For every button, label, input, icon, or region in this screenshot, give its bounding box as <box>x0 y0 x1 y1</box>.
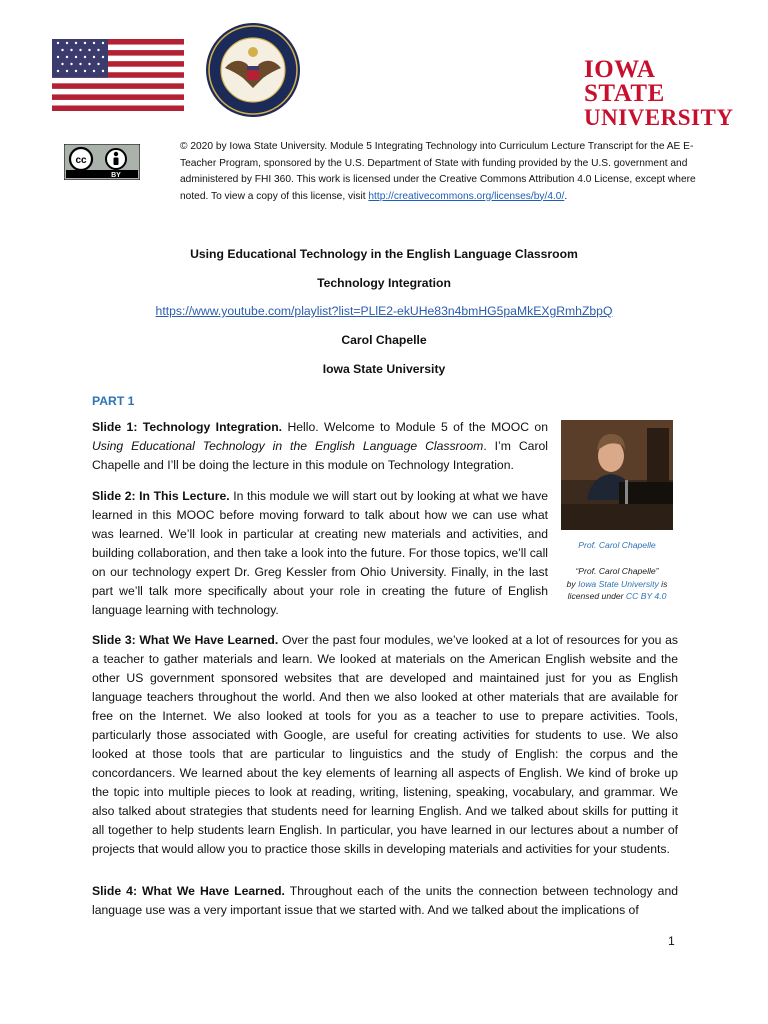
credit-license-link[interactable]: CC BY 4.0 <box>625 591 667 601</box>
cc-by-license-badge <box>64 144 140 180</box>
photo-caption: Prof. Carol Chapelle <box>578 540 656 550</box>
slide1-line1: Hello. Welcome to Module 5 of the MOOC on <box>282 420 548 434</box>
institution-name: Iowa State University <box>322 362 446 376</box>
slide2-text: In this module we will start out by looking at what we have learned in this MOOC before moving forward to talk about how we can use what was learned. We’ll look in particular at creating new materials and activities, and building collaboration, and then take a look into the future. For those topics, we’ll call on our technology expert Dr. Greg Kessler from Ohio University. Finally, in the last part we’ll talk more specifically about your role in creating the future of English language learning with technology. <box>92 489 548 617</box>
credit-source-link[interactable]: Iowa State University <box>578 578 659 589</box>
slide2-heading: Slide 2: In This Lecture. <box>92 489 230 503</box>
license-link[interactable]: http://creativecommons.org/licenses/by/4.0/ <box>368 190 565 202</box>
photo-credit-quote: “Prof. Carol Chapelle” <box>575 566 659 576</box>
playlist-link[interactable]: https://www.youtube.com/playlist?list=PLlE2-ekUHe83n4bmHG5paMkEXgRmhZbpQ <box>155 304 613 318</box>
logo-line2: UNIVERSITY <box>584 105 734 130</box>
svg-text:cc: cc <box>75 155 87 166</box>
slide2-paragraph <box>92 487 548 620</box>
slide3-text: Over the past four modules, we’ve looked at a lot of resources for you as a teacher to gather materials and learn. We looked at materials on the American English website and the other US government sponsored websites that are developed and maintained just for you as English language teachers throughout the world. And then we also looked at other materials that are available for free on the Internet. We also looked at tools for you as a teacher to use to prepare activities. Tools, particularly those associated with Google, are useful for creating activities for students to use. We also looked at those tools that are particular to linguistics and the study of English: the corpus and the concordancers. We learned about the key elements of learning all aspects of English. We kind of broke up the topic into multiple pieces to look at reading, writing, listening, speaking, vocabulary, and grammar. We also talked about strategies that students need for learning English. And we talked about skills for putting it all together to help students learn English. In particular, you have learned in our lectures about a number of projects that would allow you to practice those skills in developing materials and activities for your students. <box>92 633 678 856</box>
slide4-paragraph <box>92 882 678 920</box>
slide1-paragraph <box>92 418 548 475</box>
document-subtitle: Technology Integration <box>317 276 451 290</box>
slide4-text: Throughout each of the units the connection between technology and language use was a very important issue that we started with. And we talked about the implications of <box>92 884 679 917</box>
slide3-paragraph <box>92 631 678 859</box>
part-heading: PART 1 <box>92 394 135 408</box>
license-notice: © 2020 by Iowa State University. Module 5 Integrating Technology into Curriculum Lecture Transcript for the AE E-Teacher Program, sponsored by the U.S. Department of State with funding provided by the U.S. government and administered by FHI 360. This work is licensed under the Creative Commons Attribution 4.0 License, except where noted. To view a copy of this license, visit http://creativecommons.org/licenses/by/4.0/. <box>180 141 696 202</box>
license-text: © 2020 by Iowa State University. Module 5 Integrating Technology into Curriculum Lecture Transcript for the AE E-Teacher Program, sponsored by the U.S. Department of State with funding provided by the U.S. government and administered by FHI 360. This work is licensed under the Creative Commons Attribution 4.0 License, except where noted. To view a copy of this license, visit <box>180 141 696 202</box>
course-title-italic: Using Educational Technology in the English Language Classroom <box>92 439 484 453</box>
logo-line1: IOWA STATE <box>584 56 665 107</box>
page-number: 1 <box>668 934 675 948</box>
slide3-heading: Slide 3: What We Have Learned. <box>92 633 279 647</box>
slide4-heading: Slide 4: What We Have Learned. <box>92 884 285 898</box>
cc-badge-label: BY <box>111 172 121 179</box>
slide1-heading: Slide 1: Technology Integration. <box>92 420 283 434</box>
carol-chapelle-photo <box>561 420 673 530</box>
slide1-line2-tail: . I’m Carol <box>483 439 549 453</box>
department-of-state-seal-image <box>205 22 301 118</box>
us-flag-image <box>52 39 184 111</box>
document-title: Using Educational Technology in the English Language Classroom <box>190 247 578 261</box>
iowa-state-university-logo <box>584 56 734 130</box>
author-name: Carol Chapelle <box>341 333 427 347</box>
slide1-line3: Chapelle and I’ll be doing the lecture in this module on Technology Integration. <box>92 458 514 472</box>
photo-credit: “Prof. Carol Chapelle” by Iowa State University is licensed under CC BY 4.0 <box>552 565 682 603</box>
